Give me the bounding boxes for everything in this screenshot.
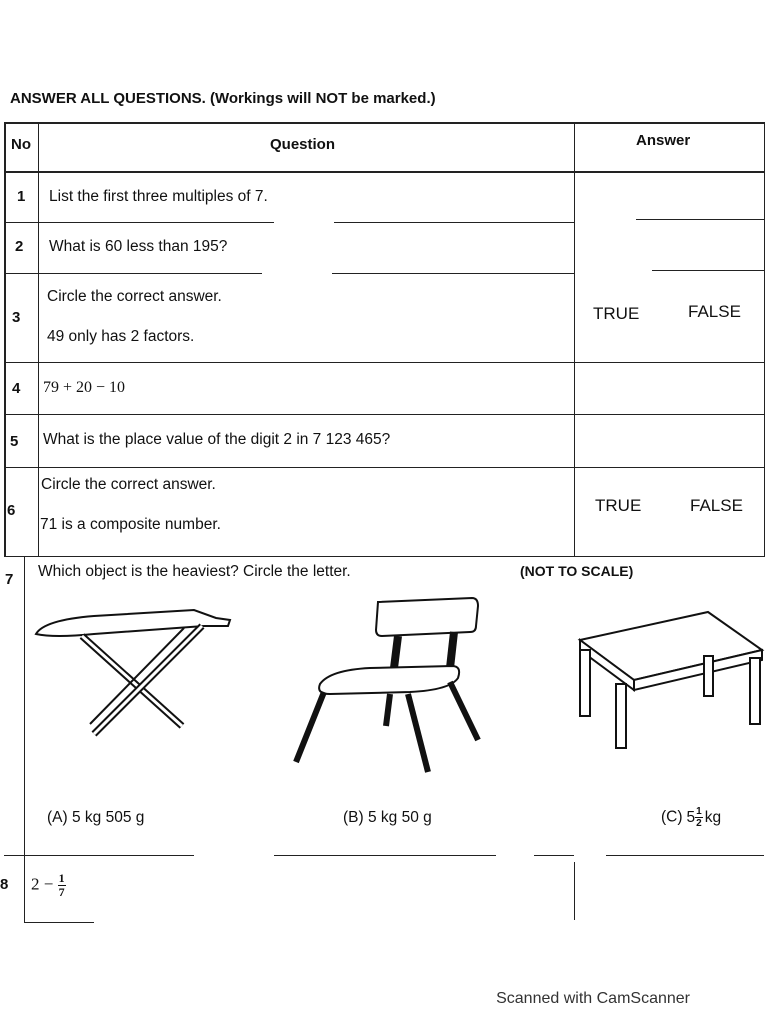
row-divider [274, 855, 496, 856]
fraction [58, 872, 66, 899]
question-number: 1 [17, 188, 26, 205]
fraction [695, 806, 703, 829]
not-to-scale-note: (NOT TO SCALE) [520, 563, 634, 579]
row-divider [334, 222, 574, 223]
header-bottom-border [4, 171, 764, 173]
column-divider-answer [574, 862, 575, 920]
fraction-denominator: 2 [696, 818, 702, 829]
fraction-numerator: 1 [696, 806, 702, 817]
choice-a[interactable] [47, 809, 144, 827]
question-number: 5 [10, 433, 19, 450]
expression-prefix: 2 − [31, 874, 54, 894]
question-text: List the first three multiples of 7. [49, 188, 268, 205]
column-header-question: Question [270, 136, 336, 153]
math-expression [31, 872, 66, 899]
choice-c[interactable] [661, 806, 721, 829]
column-divider-answer [574, 122, 575, 557]
row-divider [4, 556, 764, 557]
option-true[interactable]: TRUE [595, 496, 642, 515]
question-text: Circle the correct answer. [41, 476, 216, 493]
row-divider [606, 855, 764, 856]
question-text: What is the place value of the digit 2 in 7 123 465? [43, 431, 391, 448]
question-number: 7 [5, 571, 14, 588]
row-divider [534, 855, 574, 856]
choice-b[interactable] [343, 809, 432, 827]
fraction-denominator: 7 [58, 885, 65, 899]
row-divider [332, 273, 574, 274]
table-left-border [4, 122, 6, 557]
column-divider-no [38, 122, 39, 557]
row-divider [636, 219, 764, 220]
column-header-no: No [11, 136, 31, 153]
choice-unit: kg [704, 808, 722, 826]
choice-letter: (C) [661, 808, 683, 826]
table-bottom-border [24, 922, 94, 923]
question-number: 2 [15, 238, 24, 255]
table-right-border [764, 122, 765, 557]
row-divider [4, 855, 194, 856]
row-divider [4, 467, 764, 468]
choice-text: 5 kg 50 g [367, 809, 432, 826]
option-false[interactable]: FALSE [690, 496, 743, 515]
instructions-heading: ANSWER ALL QUESTIONS. (Workings will NOT be marked.) [10, 90, 436, 107]
question-number: 3 [12, 309, 21, 326]
ironing-board-icon [34, 606, 234, 746]
row-divider [4, 362, 764, 363]
question-statement: 49 only has 2 factors. [47, 328, 195, 345]
row-divider [652, 270, 764, 271]
table-top-border [4, 122, 764, 124]
question-statement: 71 is a composite number. [40, 516, 221, 533]
scanner-watermark: Scanned with CamScanner [496, 990, 690, 1007]
fraction-numerator: 1 [58, 871, 65, 885]
question-number: 6 [7, 502, 16, 519]
table-icon [576, 610, 766, 750]
chair-icon [290, 596, 480, 776]
question-text: Circle the correct answer. [47, 288, 222, 305]
option-false[interactable]: FALSE [688, 302, 741, 321]
row-divider [4, 222, 274, 223]
row-divider [4, 414, 764, 415]
choice-whole: 5 [686, 808, 696, 826]
question-text: What is 60 less than 195? [49, 238, 228, 255]
math-expression: 79 + 20 − 10 [43, 379, 126, 396]
column-divider-no [24, 557, 25, 922]
option-true[interactable]: TRUE [593, 304, 640, 323]
choice-text: 5 kg 505 g [71, 809, 145, 826]
question-text: Which object is the heaviest? Circle the letter. [38, 563, 351, 580]
question-number: 4 [12, 380, 21, 397]
question-number: 8 [0, 876, 9, 893]
choice-letter: (B) [343, 809, 364, 826]
choice-letter: (A) [47, 809, 68, 826]
row-divider [4, 273, 262, 274]
column-header-answer: Answer [636, 132, 691, 149]
